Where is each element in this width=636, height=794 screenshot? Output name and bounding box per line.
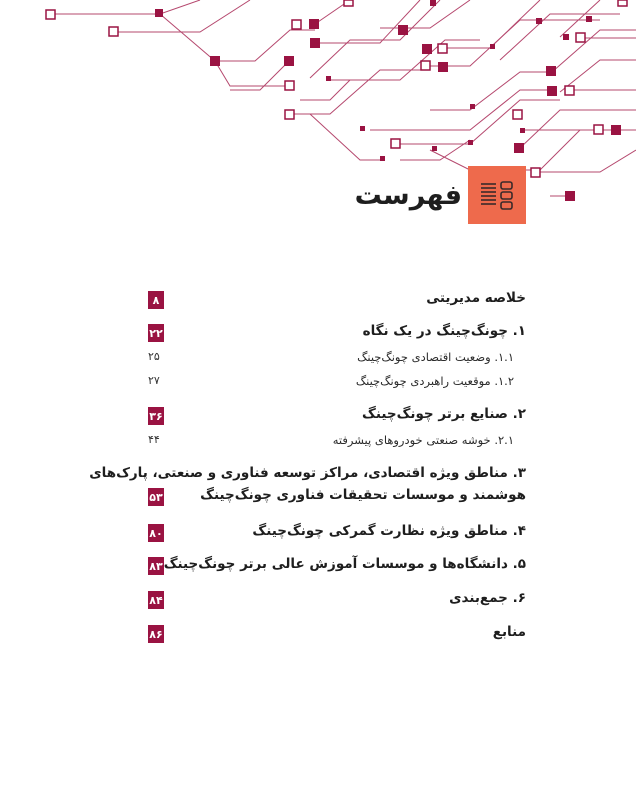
toc-entry-chapter-1[interactable] xyxy=(148,323,526,343)
toc-page-badge: ۳۶ xyxy=(148,407,164,425)
toc-entry-label: ۱.۲. موقعیت راهبردی چونگ‌چینگ xyxy=(355,374,514,388)
toc-entry-section-2-1[interactable] xyxy=(148,433,526,449)
toc-entry-label: ۲.۱. خوشه صنعتی خودروهای پیشرفته xyxy=(332,433,514,447)
toc-entry-chapter-5[interactable] xyxy=(148,556,526,576)
toc-entry-label: ۲. صنایع برتر چونگ‌چینگ xyxy=(362,406,526,422)
circuit-decoration xyxy=(0,0,636,240)
toc-entry-label: ۶. جمع‌بندی xyxy=(449,590,526,606)
toc-page-number: ۲۷ xyxy=(148,374,160,387)
toc-page-badge: ۸۴ xyxy=(148,591,164,609)
toc-entry-section-1-2[interactable] xyxy=(148,374,526,390)
toc-entry-label-line2: هوشمند و موسسات تحقیقات فناوری چونگ‌چینگ xyxy=(200,487,526,503)
toc-entry-executive-summary[interactable] xyxy=(148,290,526,310)
toc-entry-label: ۱.۱. وضعیت اقتصادی چونگ‌چینگ xyxy=(357,350,514,364)
toc-entry-label: ۴. مناطق ویژه نظارت گمرکی چونگ‌چینگ xyxy=(252,523,526,539)
toc-page-badge: ۸۰ xyxy=(148,524,164,542)
toc-entry-references[interactable] xyxy=(148,624,526,644)
toc-entry-label: ۵. دانشگاه‌ها و موسسات آموزش عالی برتر چونگ‌چینگ xyxy=(163,556,526,572)
toc-page-badge: ۸۶ xyxy=(148,625,164,643)
toc-entry-section-1-1[interactable] xyxy=(148,350,526,366)
toc-entry-label: ۱. چونگ‌چینگ در یک نگاه xyxy=(362,323,526,339)
toc-page-number: ۴۴ xyxy=(148,433,160,446)
toc-entry-chapter-6[interactable] xyxy=(148,590,526,610)
toc-page-badge: ۸ xyxy=(148,291,164,309)
toc-entry-label: ۳. مناطق ویژه اقتصادی، مراکز توسعه فناوری و صنعتی، پارک‌های xyxy=(89,465,526,481)
toc-entry-label: خلاصه مدیریتی xyxy=(426,290,526,306)
page-title: فهرست xyxy=(354,180,462,211)
toc-page-number: ۲۵ xyxy=(148,350,160,363)
toc-page-badge: ۲۲ xyxy=(148,324,164,342)
toc-entry-chapter-3[interactable] xyxy=(89,465,526,507)
toc-page-badge: ۸۳ xyxy=(148,557,164,575)
toc-entry-chapter-4[interactable] xyxy=(148,523,526,543)
toc-page-badge: ۵۳ xyxy=(148,488,164,506)
toc-entry-label: منابع xyxy=(492,624,526,640)
toc-entry-chapter-2[interactable] xyxy=(148,406,526,426)
list-icon xyxy=(468,166,526,224)
